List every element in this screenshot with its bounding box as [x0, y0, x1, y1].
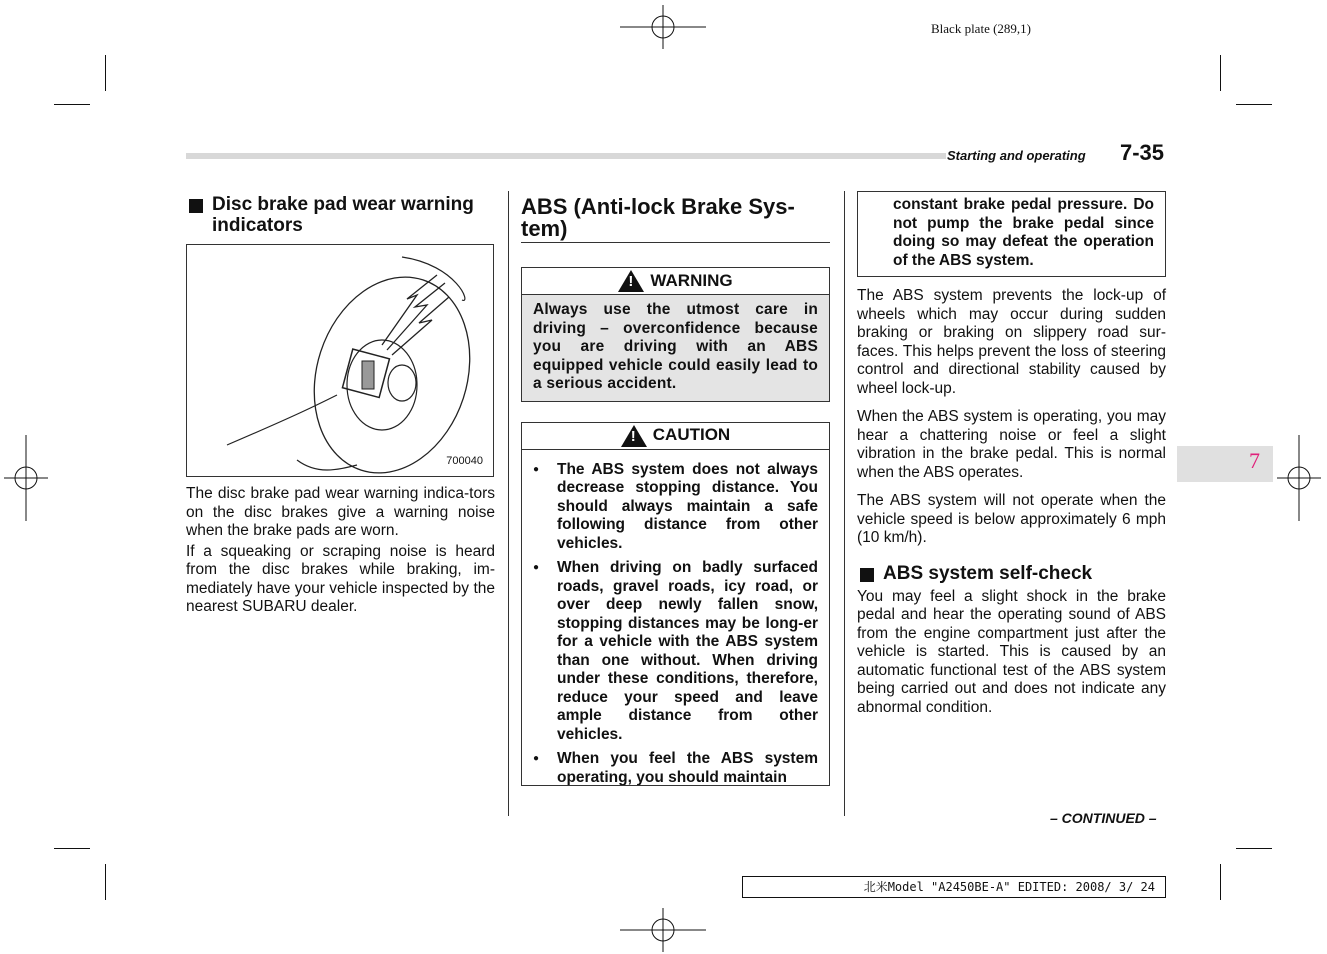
- warning-header: [521, 267, 830, 295]
- crop-mark: [105, 55, 106, 91]
- registration-mark: [620, 908, 706, 952]
- crop-mark: [54, 104, 90, 105]
- caution-item: ● The ABS system does not always decrease stopping distance. You should always maintain a safe following distance from other vehicles.: [533, 461, 818, 554]
- crop-mark: [54, 848, 90, 849]
- paragraph: The disc brake pad wear warning indica-tors on the disc brakes give a warning noise when the brake pads are worn.: [186, 485, 495, 539]
- edit-info: 北米Model "A2450BE-A" EDITED: 2008/ 3/ 24: [742, 876, 1166, 898]
- registration-mark: [1277, 435, 1321, 521]
- heading-disc-brake: [186, 194, 495, 236]
- page-number: 7-35: [1120, 140, 1165, 165]
- brake-illustration-icon: [187, 245, 493, 476]
- caution-continued: [857, 191, 1166, 277]
- caution-header: [521, 422, 830, 450]
- column-1: [186, 194, 495, 625]
- caution-item: ● When you feel the ABS system operating, you should maintain: [533, 750, 818, 786]
- caution-icon: [621, 425, 647, 447]
- paragraph: If a squeaking or scraping noise is heard from the disc brakes while braking, im-mediately have your vehicle inspected by the nearest SUBARU dealer.: [186, 542, 495, 615]
- warning-body: [521, 295, 830, 402]
- paragraph: When the ABS system is operating, you may hear a chattering noise or feel a slight vibration in the brake pedal. This is normal when the ABS operates.: [857, 408, 1166, 481]
- heading-self-check: [857, 563, 1166, 584]
- registration-mark: [620, 5, 706, 49]
- paragraph: The ABS system prevents the lock-up of wheels which may occur during sudden braking or braking on slippery road sur-faces. This helps prevent the loss of steering control and directional stability caused by wheel lock-up.: [857, 287, 1166, 397]
- warning-text: Always use the utmost care in driving – overconfidence because you are driving with an ABS equipped vehicle could easily lead to a serious accident.: [533, 301, 818, 392]
- caution-body: [521, 450, 830, 786]
- heading-text: ABS system self-check: [883, 562, 1093, 584]
- continued-label: – CONTINUED –: [1050, 810, 1157, 826]
- registration-mark: [4, 435, 48, 521]
- figure-label: 700040: [446, 454, 483, 467]
- crop-mark: [1220, 55, 1221, 91]
- brake-figure: [186, 244, 494, 477]
- column-3: [857, 191, 1166, 725]
- column-2: [521, 196, 830, 786]
- paragraph: You may feel a slight shock in the brake pedal and hear the operating sound of ABS from the engine compartment just after the vehicle is started. This is caused by an automatic functional test of the ABS system being carried out and does not indicate any abnormal condition.: [857, 587, 1166, 716]
- crop-mark: [1236, 848, 1272, 849]
- header-rule: [186, 153, 946, 159]
- crop-mark: [1236, 104, 1272, 105]
- caution-title: CAUTION: [652, 425, 731, 445]
- plate-label: Black plate (289,1): [931, 21, 1031, 36]
- crop-mark: [1220, 864, 1221, 900]
- heading-bullet: [189, 199, 203, 213]
- caution-list: [533, 461, 818, 786]
- heading-text: Disc brake pad wear warning indicators: [212, 194, 474, 236]
- heading-bullet: [860, 568, 874, 582]
- column-divider: [844, 191, 845, 816]
- column-divider: [508, 191, 509, 816]
- warning-icon: [618, 270, 644, 292]
- paragraph: The ABS system will not operate when the vehicle speed is below approximately 6 mph (10 km/h).: [857, 492, 1166, 546]
- warning-title: WARNING: [650, 270, 733, 290]
- chapter-tab: [1177, 446, 1273, 482]
- caution-continued-text: constant brake pedal pressure. Do not pump the brake pedal since doing so may defeat the operation of the ABS system.: [893, 196, 1154, 269]
- crop-mark: [105, 864, 106, 900]
- section-title: Starting and operating: [947, 148, 1086, 163]
- abs-heading: ABS (Anti-lock Brake Sys-tem): [521, 196, 830, 243]
- chapter-tab-number: 7: [1249, 448, 1260, 473]
- caution-item: ● When driving on badly surfaced roads, gravel roads, icy road, or over deep newly fallen snow, stopping distances may be long-er for a vehicle with the ABS system than one without. When driving under these conditions, therefore, reduce your speed and leave ample distance from other vehicles.: [533, 559, 818, 744]
